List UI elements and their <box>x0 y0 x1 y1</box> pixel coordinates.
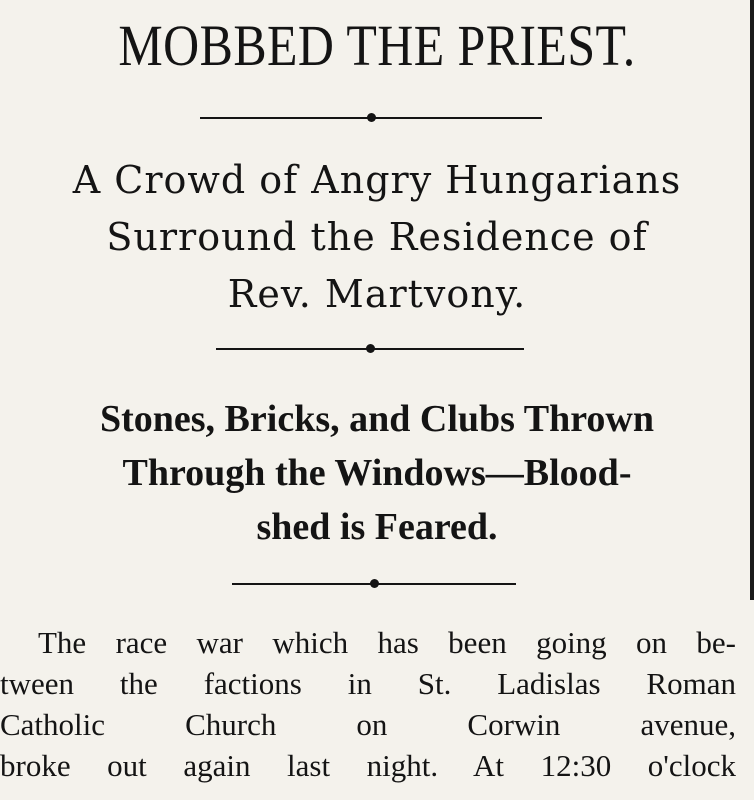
deck-line: shed is Feared. <box>256 506 498 548</box>
dash-rule-divider <box>200 106 542 130</box>
body-line: broke out again last night. At 12:30 o'clock <box>0 748 736 783</box>
dash-rule-divider <box>216 337 524 361</box>
secondary-deck <box>0 392 754 554</box>
body-line: The race war which has been going on be- <box>38 625 736 660</box>
deck-line: A Crowd of Angry Hungarians <box>72 158 682 202</box>
deck-line: Surround the Residence of <box>106 215 648 259</box>
body-line: tween the factions in St. Ladislas Roman <box>0 666 736 701</box>
deck-line: Stones, Bricks, and Clubs Thrown <box>99 398 654 440</box>
article-body <box>0 622 754 786</box>
subheadline-deck <box>0 152 754 323</box>
deck-line: Rev. Martvony. <box>227 272 527 316</box>
dash-rule-divider <box>232 572 516 596</box>
body-line: Catholic Church on Corwin avenue, <box>0 707 736 742</box>
headline: MOBBED THE PRIEST. <box>118 13 636 78</box>
deck-line: Through the Windows—Blood- <box>122 452 632 494</box>
